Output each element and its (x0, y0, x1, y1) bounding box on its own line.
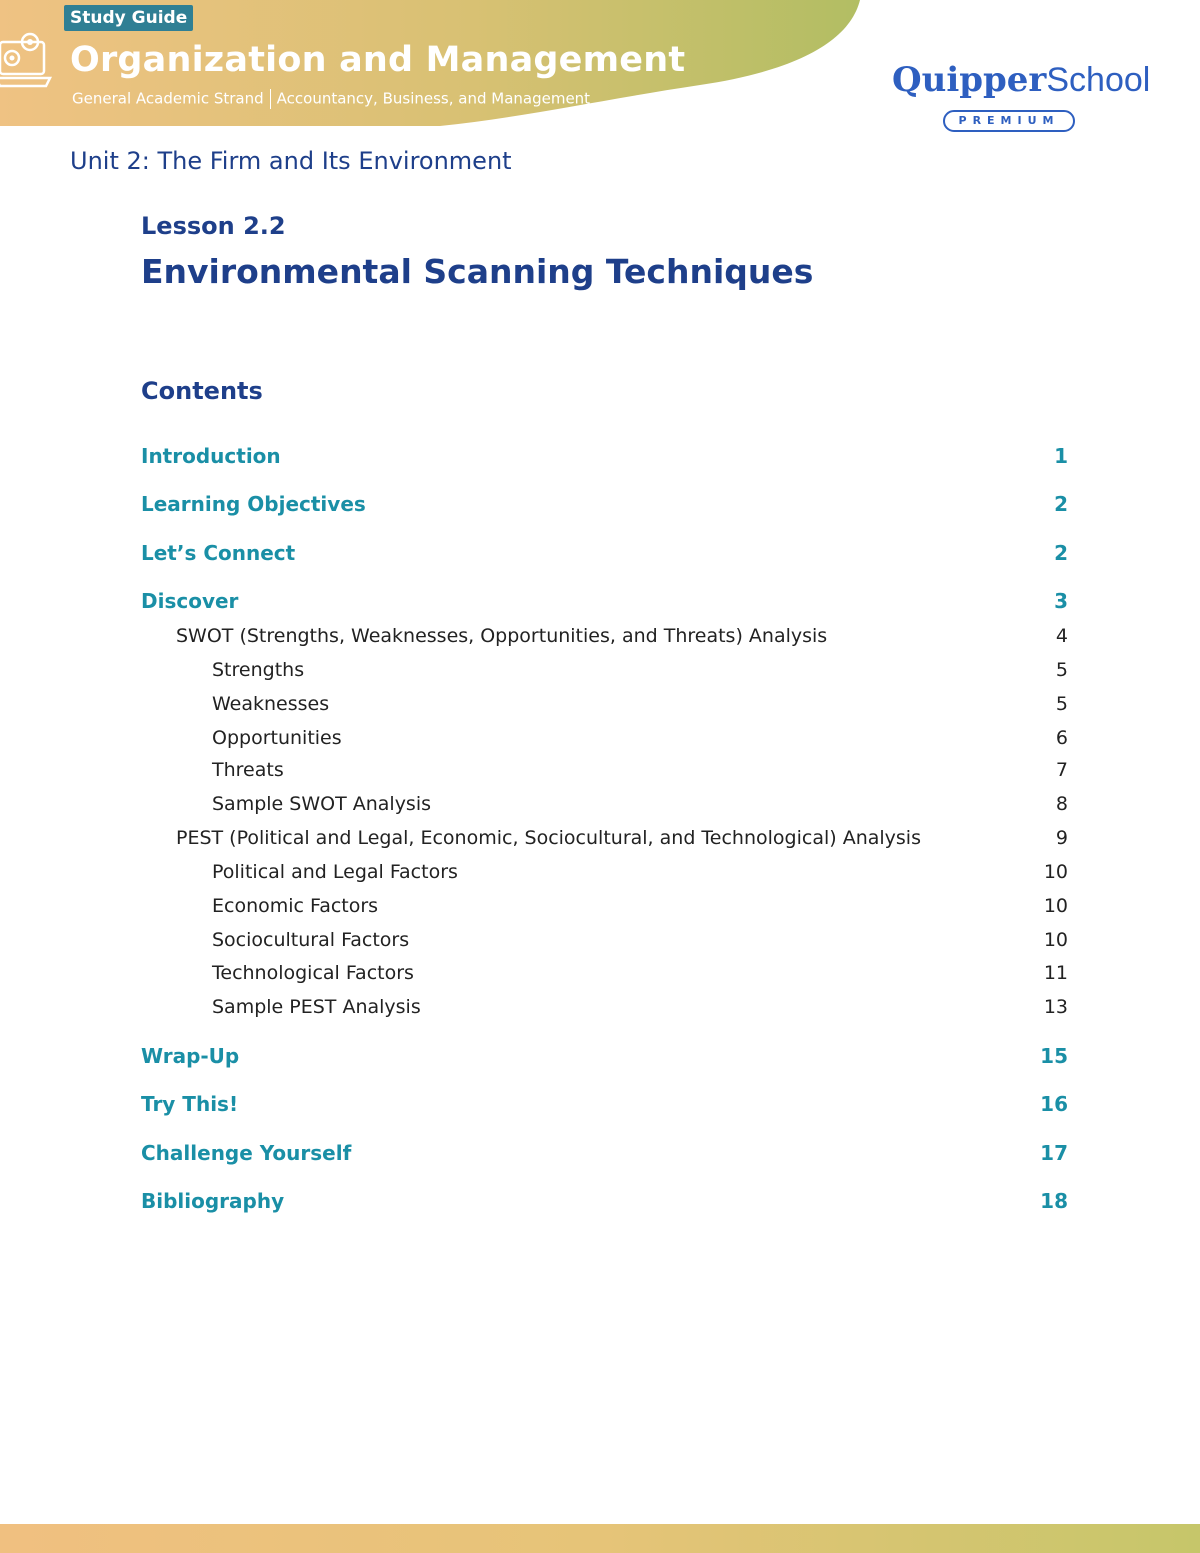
toc-entry-page: 13 (1043, 996, 1068, 1018)
toc-entry[interactable] (0, 929, 1200, 959)
toc-entry-label: Technological Factors (212, 962, 414, 984)
toc-entry-page: 9 (1055, 827, 1068, 849)
toc-entry-label: Challenge Yourself (141, 1141, 352, 1165)
toc-entry[interactable] (0, 793, 1200, 823)
contents-heading: Contents (141, 377, 263, 405)
logo-quipper-text: Quipper (892, 60, 1047, 100)
lesson-label: Lesson 2.2 (141, 212, 286, 240)
toc-entry[interactable] (0, 693, 1200, 723)
study-guide-badge: Study Guide (64, 5, 193, 31)
toc-entry-label: Introduction (141, 444, 281, 468)
toc-entry[interactable] (0, 827, 1200, 857)
unit-title: Unit 2: The Firm and Its Environment (70, 147, 512, 175)
track-label: Accountancy, Business, and Management (276, 89, 591, 108)
toc-entry-label: Discover (141, 589, 239, 613)
toc-entry-page: 5 (1055, 693, 1068, 715)
toc-entry-label: Let’s Connect (141, 541, 296, 565)
toc-entry[interactable] (0, 895, 1200, 925)
toc-entry[interactable] (0, 1141, 1200, 1171)
toc-entry[interactable] (0, 444, 1200, 474)
toc-entry-page: 11 (1043, 962, 1068, 984)
toc-entry-page: 2 (1054, 492, 1068, 516)
strand-label: General Academic Strand (72, 89, 264, 108)
toc-entry-label: Sociocultural Factors (212, 929, 410, 951)
toc-entry-page: 4 (1055, 625, 1068, 647)
toc-entry[interactable] (0, 727, 1200, 757)
toc-entry-label: Try This! (141, 1092, 239, 1116)
toc-entry[interactable] (0, 541, 1200, 571)
logo-premium-pill: PREMIUM (943, 110, 1075, 132)
toc-entry-page: 7 (1055, 759, 1068, 781)
toc-entry[interactable] (0, 625, 1200, 655)
toc-entry-label: Learning Objectives (141, 492, 366, 516)
toc-entry-label: Threats (212, 759, 284, 781)
toc-entry-label: PEST (Political and Legal, Economic, Sociocultural, and Technological) Analysis (176, 827, 921, 849)
toc-entry-page: 16 (1040, 1092, 1068, 1116)
toc-entry-label: Weaknesses (212, 693, 330, 715)
toc-entry[interactable] (0, 996, 1200, 1026)
toc-entry-label: Opportunities (212, 727, 342, 749)
toc-entry-label: SWOT (Strengths, Weaknesses, Opportunities, and Threats) Analysis (176, 625, 828, 647)
course-title: Organization and Management (70, 40, 686, 80)
toc-entry-page: 18 (1040, 1189, 1068, 1213)
toc-entry-label: Economic Factors (212, 895, 379, 917)
toc-entry[interactable] (0, 1092, 1200, 1122)
toc-entry-page: 2 (1054, 541, 1068, 565)
toc-entry-page: 6 (1055, 727, 1068, 749)
toc-entry-label: Sample PEST Analysis (212, 996, 421, 1018)
toc-entry-label: Political and Legal Factors (212, 861, 458, 883)
toc-entry-page: 10 (1043, 861, 1068, 883)
toc-entry-page: 17 (1040, 1141, 1068, 1165)
toc-entry-label: Bibliography (141, 1189, 285, 1213)
toc-entry[interactable] (0, 589, 1200, 619)
toc-entry[interactable] (0, 1189, 1200, 1219)
toc-entry-label: Wrap-Up (141, 1044, 240, 1068)
toc-entry[interactable] (0, 1044, 1200, 1074)
logo-school-text: School (1046, 61, 1151, 99)
toc-entry-page: 8 (1055, 793, 1068, 815)
toc-entry[interactable] (0, 759, 1200, 789)
toc-entry-page: 10 (1043, 895, 1068, 917)
lesson-title: Environmental Scanning Techniques (141, 252, 814, 291)
toc-entry[interactable] (0, 861, 1200, 891)
toc-entry-page: 10 (1043, 929, 1068, 951)
toc-entry-label: Strengths (212, 659, 305, 681)
toc-entry[interactable] (0, 492, 1200, 522)
toc-entry-page: 3 (1054, 589, 1068, 613)
footer-band (0, 1524, 1200, 1553)
toc-entry-label: Sample SWOT Analysis (212, 793, 432, 815)
toc-entry[interactable] (0, 962, 1200, 992)
toc-entry[interactable] (0, 659, 1200, 689)
toc-entry-page: 5 (1055, 659, 1068, 681)
toc-entry-page: 1 (1054, 444, 1068, 468)
toc-entry-page: 15 (1040, 1044, 1068, 1068)
